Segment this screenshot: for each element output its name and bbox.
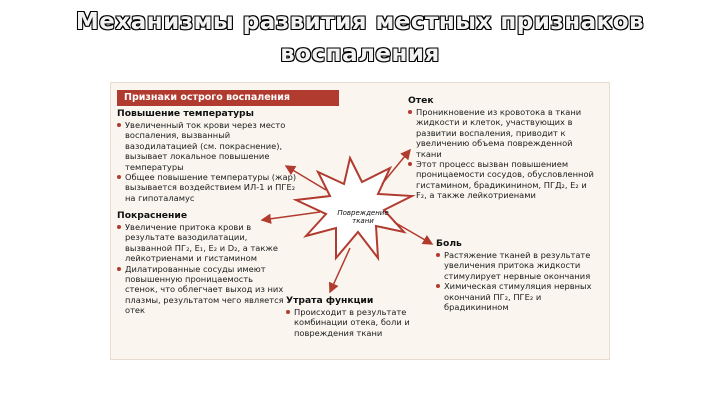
section-edema	[408, 95, 596, 201]
section-function-loss-heading: Утрата функции	[286, 295, 374, 306]
list-item: Дилатированные сосуды имеют повышенную проницаемость стенок, что облегчает выход из них плазмы, результатом чего является отек	[117, 264, 285, 316]
bullet-icon	[117, 123, 121, 127]
bullet-icon	[117, 175, 121, 179]
section-function-loss	[286, 295, 434, 338]
bullet-icon	[117, 225, 121, 229]
list-item: Увеличение притока крови в результате вазодилатации, вызванной ПГ₂, Е₁, Е₂ и D₂, а также лейкотриенами и гистамином	[117, 222, 285, 264]
section-pain-heading: Боль	[436, 238, 462, 249]
list-item: Общее повышение температуры (жар) вызывается воздействием ИЛ-1 и ПГЕ₂ на гипоталамус	[117, 172, 303, 203]
list-item: Химическая стимуляция нервных окончаний ПГ₂, ПГЕ₂ и брадикинином	[436, 281, 598, 312]
arrow-to-pain	[394, 222, 432, 244]
title-line-2: воспаления	[280, 41, 440, 67]
bullet-icon	[286, 310, 290, 314]
section-pain	[436, 238, 598, 312]
list-item: Проникновение из кровотока в ткани жидкости и клеток, участвующих в развитии воспаления, приводит к увеличению объема поврежденной ткани	[408, 107, 596, 159]
center-label: Повреждение ткани	[337, 209, 389, 225]
list-item: Увеличенный ток крови через место воспаления, вызванный вазодилатацией (см. покраснение), вызывает локальное повышение температуры	[117, 120, 303, 172]
section-redness	[117, 210, 285, 316]
title-line-1: Механизмы развития местных признаков	[75, 9, 645, 35]
bullet-icon	[117, 267, 121, 271]
section-edema-heading: Отек	[408, 95, 434, 106]
bullet-icon	[436, 284, 440, 288]
list-item: Происходит в результате комбинации отека, боли и повреждения ткани	[286, 307, 434, 338]
section-temperature	[117, 108, 303, 203]
arrow-to-edema	[382, 150, 410, 184]
bullet-icon	[408, 162, 412, 166]
diagram-header: Признаки острого воспаления	[117, 90, 339, 106]
bullet-icon	[436, 253, 440, 257]
damage-starburst	[296, 158, 412, 258]
section-temperature-heading: Повышение температуры	[117, 108, 254, 119]
bullet-icon	[408, 110, 412, 114]
list-item: Этот процесс вызван повышением проницаемости сосудов, обусловленной гистамином, брадикинином, ПГД₂, Е₂ и F₂, а также лейкотриенами	[408, 159, 596, 201]
list-item: Растяжение тканей в результате увеличения притока жидкости стимулирует нервные окончания	[436, 250, 598, 281]
section-redness-heading: Покраснение	[117, 210, 188, 221]
